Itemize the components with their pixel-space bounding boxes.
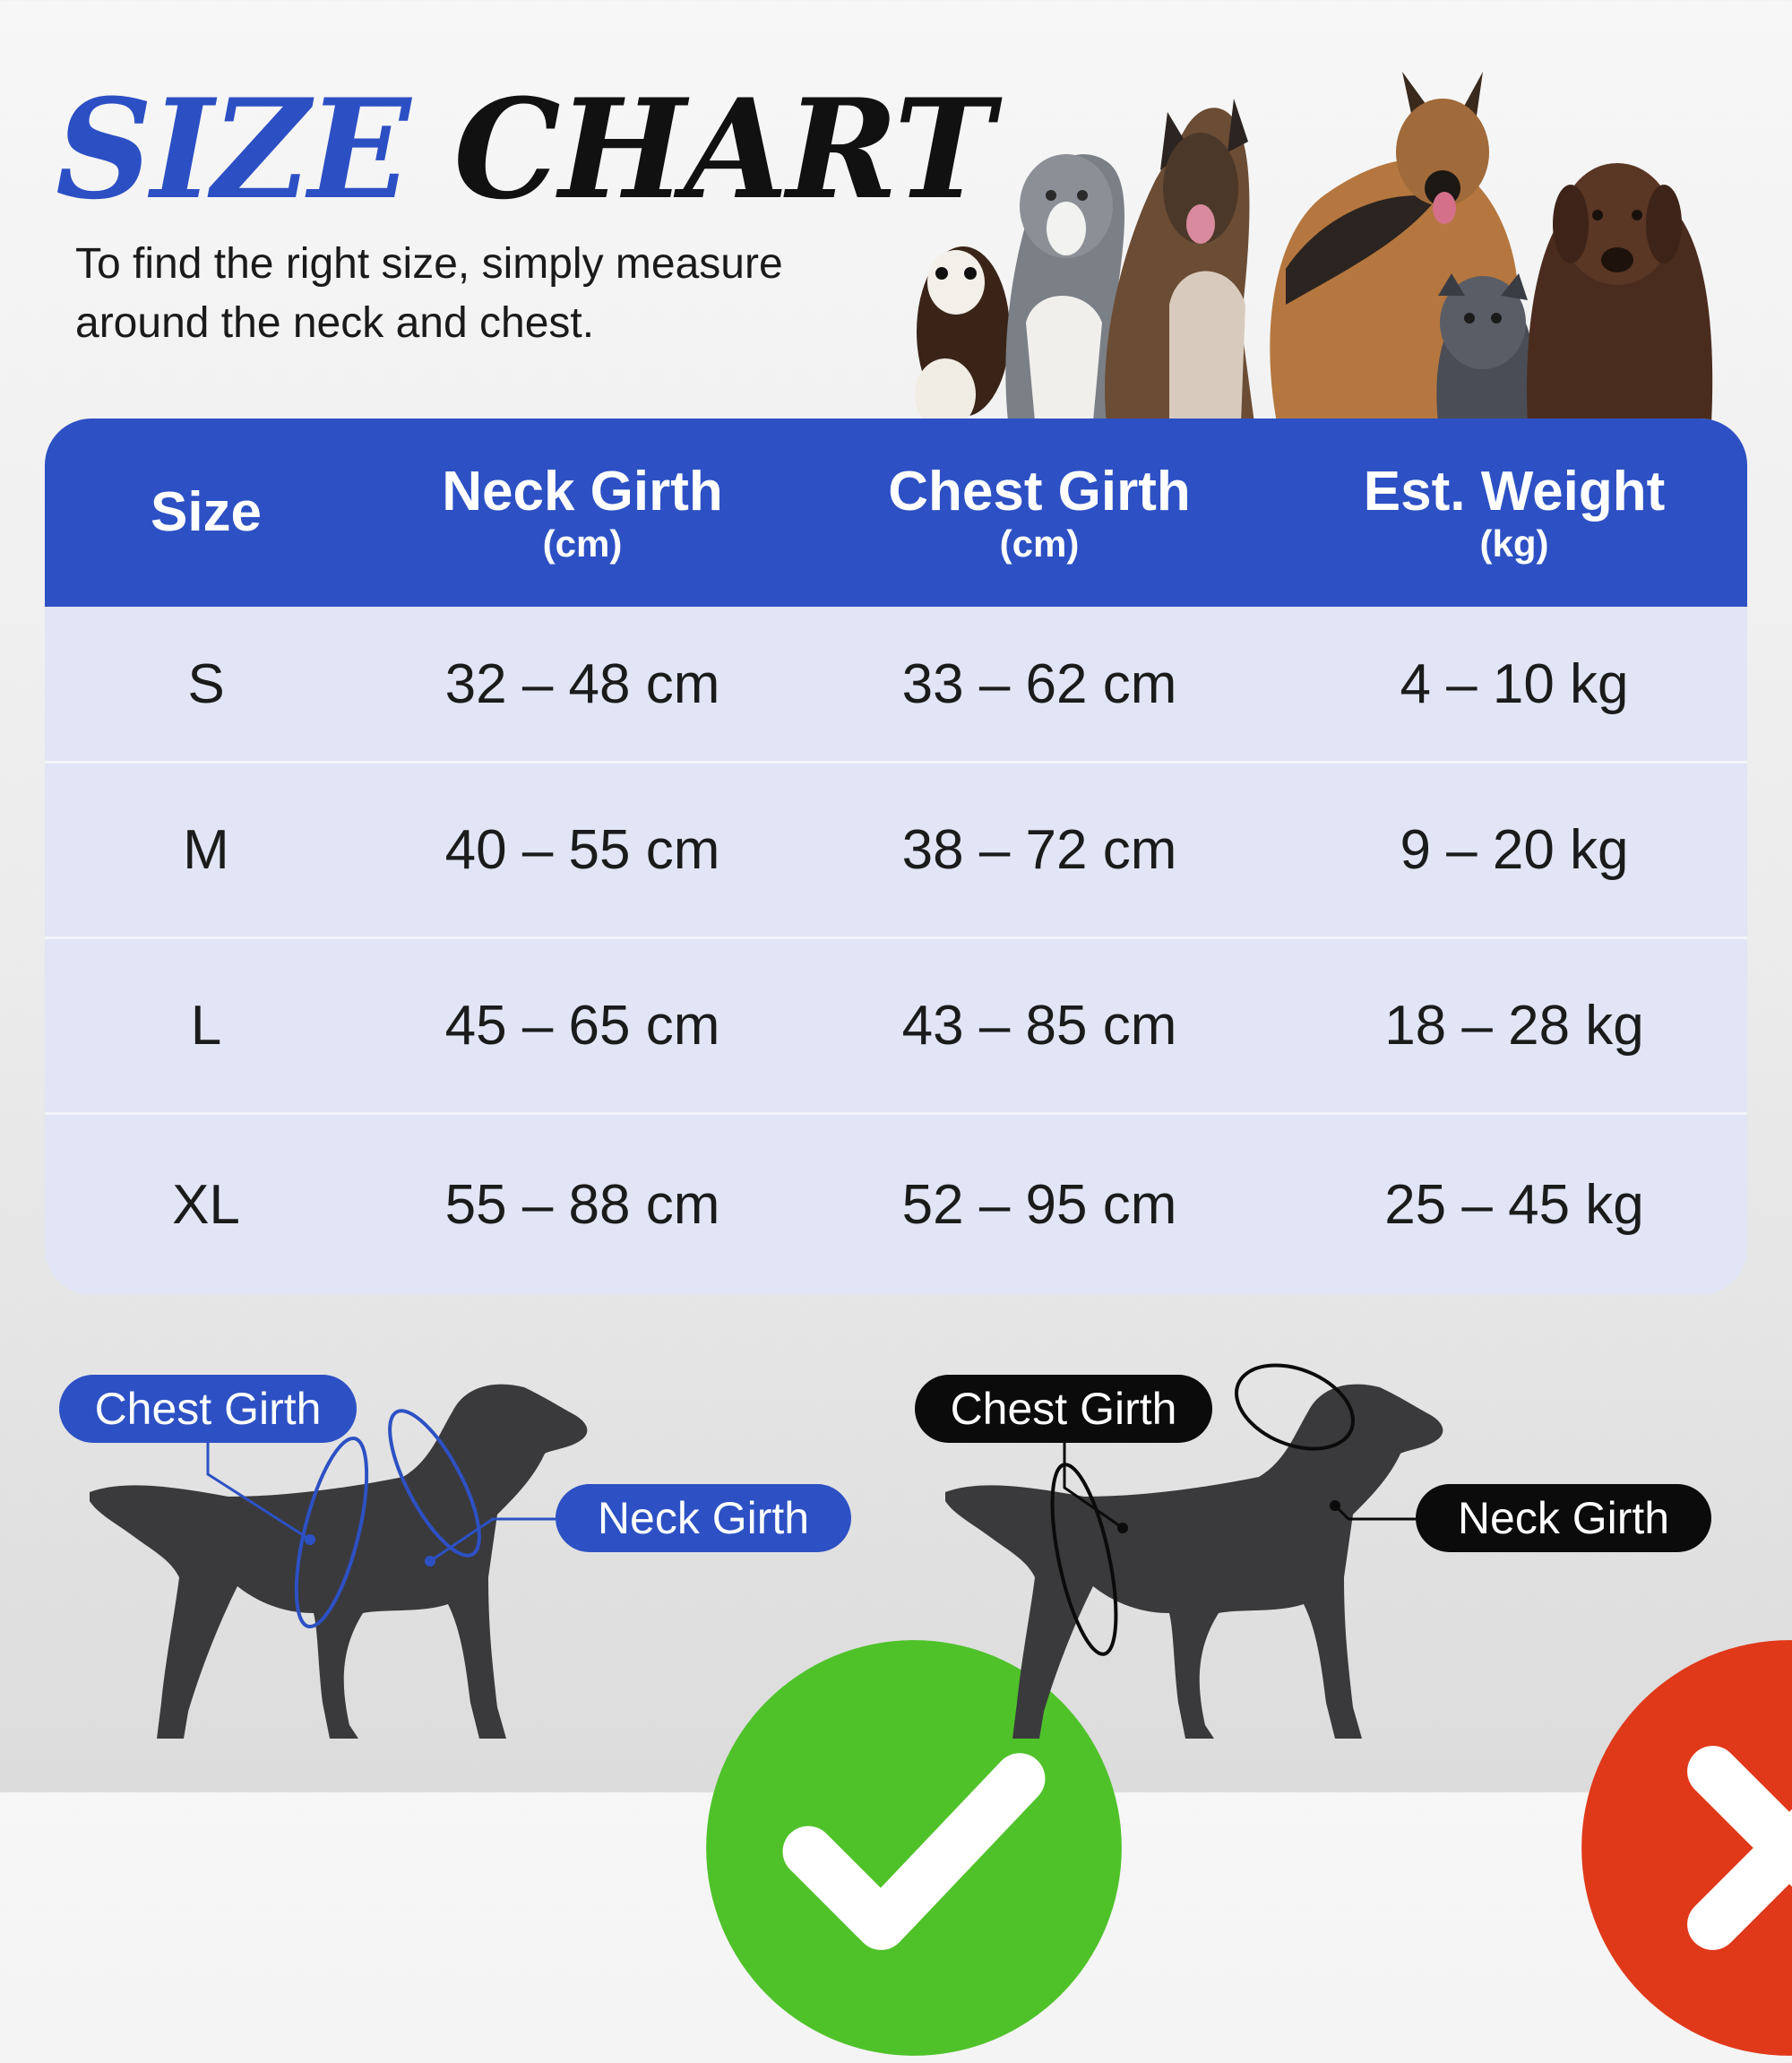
cell-neck-girth: 40 – 55 cm — [444, 819, 720, 881]
column-header-size — [45, 419, 367, 607]
column-header-est-weight — [1281, 419, 1747, 607]
neck-girth-label: Neck Girth — [1416, 1484, 1711, 1552]
cell-chest-girth: 43 – 85 cm — [901, 995, 1177, 1057]
cell-size: M — [183, 819, 229, 881]
cell-chest-girth: 52 – 95 cm — [901, 1174, 1177, 1236]
column-header-chest-girth — [797, 419, 1281, 607]
cell-neck-girth: 55 – 88 cm — [444, 1174, 720, 1236]
title-word-size: SIZE — [56, 69, 409, 230]
chest-girth-label: Chest Girth — [915, 1375, 1212, 1443]
correct-measurement-diagram — [45, 1344, 905, 1774]
column-header-unit: (cm) — [999, 522, 1080, 565]
page-title — [56, 69, 993, 230]
table-row — [45, 1112, 1747, 1295]
dogs-group-photo — [900, 36, 1725, 423]
cell-size: XL — [172, 1174, 240, 1236]
table-body — [45, 607, 1747, 1295]
cell-neck-girth: 32 – 48 cm — [444, 652, 720, 715]
belgian-tervuren-dog — [1105, 99, 1254, 423]
chest-anchor-dot — [305, 1534, 315, 1545]
neck-girth-label: Neck Girth — [556, 1484, 851, 1552]
cell-chest-girth: 33 – 62 cm — [901, 652, 1177, 715]
cell-est-weight: 4 – 10 kg — [1400, 652, 1629, 715]
column-header-label: Neck Girth — [442, 461, 723, 522]
size-table — [45, 419, 1747, 1295]
cell-est-weight: 25 – 45 kg — [1384, 1174, 1644, 1236]
column-header-unit: (cm) — [542, 522, 623, 565]
subtitle-line-1: To find the right size, simply measure — [75, 240, 783, 288]
cell-est-weight: 9 – 20 kg — [1400, 819, 1629, 881]
pitbull-puppy-dog — [1436, 273, 1537, 423]
column-header-label: Chest Girth — [888, 461, 1191, 522]
chest-anchor-dot — [1117, 1523, 1128, 1533]
table-row — [45, 607, 1747, 761]
cell-size: L — [190, 995, 222, 1057]
cross-icon — [1359, 1633, 1792, 2063]
column-header-neck-girth — [367, 419, 797, 607]
column-header-label: Size — [150, 481, 263, 543]
subtitle — [75, 235, 918, 353]
chocolate-labrador-dog — [1527, 163, 1712, 423]
cell-size: S — [187, 652, 225, 715]
chest-girth-label: Chest Girth — [59, 1375, 357, 1443]
subtitle-line-2: around the neck and chest. — [75, 299, 595, 347]
column-header-label: Est. Weight — [1363, 461, 1666, 522]
neck-anchor-dot — [1330, 1500, 1340, 1511]
cavalier-dog — [915, 246, 1010, 423]
table-header — [45, 419, 1747, 607]
table-row — [45, 937, 1747, 1112]
column-header-unit: (kg) — [1479, 522, 1549, 565]
cell-est-weight: 18 – 28 kg — [1384, 995, 1644, 1057]
neck-anchor-dot — [425, 1556, 435, 1567]
cell-neck-girth: 45 – 65 cm — [444, 995, 720, 1057]
title-word-chart: CHART — [453, 69, 993, 230]
cell-chest-girth: 38 – 72 cm — [901, 819, 1177, 881]
table-row — [45, 761, 1747, 937]
incorrect-measurement-diagram — [900, 1344, 1761, 1774]
